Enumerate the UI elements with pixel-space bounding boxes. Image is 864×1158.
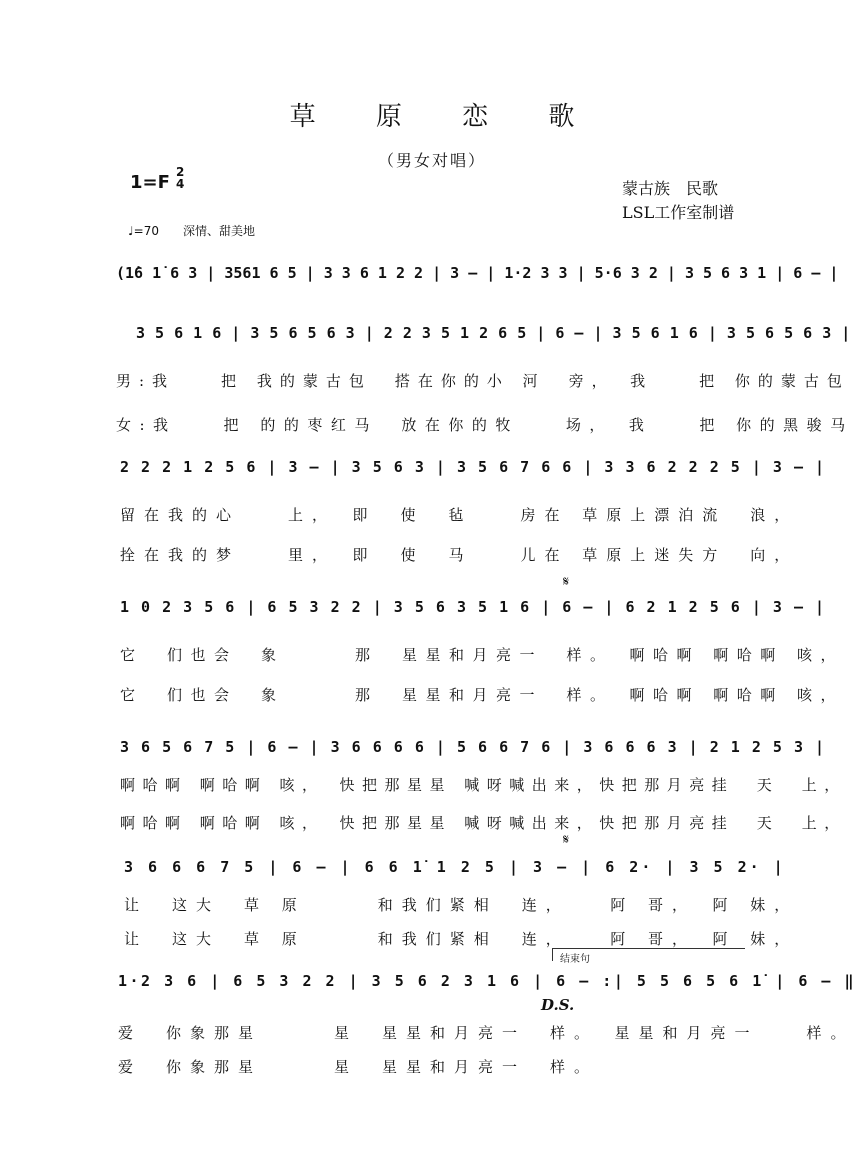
lyric-line-7-female: 爱 你象那星 星 星星和月亮一 样。	[118, 1058, 599, 1076]
notation-line-1: (1̇6 1̇ 6 3 | 3561 6 5 | 3 3 6 1 2 2 | 3 – | 1·2 3 3 | 5·6 3 2 | 3 5 6 3 1 | 6 – |	[116, 264, 839, 282]
lyric-line-2-male: 男:我 把 我的蒙古包 搭在你的小 河 旁， 我 把 你的蒙古包	[116, 372, 850, 390]
segno-sign: 𝄋	[563, 574, 570, 590]
notation-line-6: 3 6 6 6 7 5 | 6 – | 6 6 1̇ 1 2 5 | 3 – | 6 2· | 3 5 2· |	[124, 858, 786, 876]
song-origin: 蒙古族 民歌	[622, 179, 719, 198]
tempo-marking: ♩=70 深情、甜美地	[128, 224, 255, 238]
song-subtitle: （男女对唱）	[377, 151, 486, 170]
dal-segno-marking: D.S.	[541, 996, 575, 1014]
lyric-line-4-female: 它 们也会 象 那 星星和月亮一 样。 啊哈啊 啊哈啊 咳，	[120, 686, 845, 704]
lyric-line-3-female: 拴在我的梦 里， 即 使 马 儿在 草原上迷失方 向，	[120, 546, 799, 564]
lyric-line-4-male: 它 们也会 象 那 星星和月亮一 样。 啊哈啊 啊哈啊 咳，	[120, 646, 845, 664]
lyric-line-5-male: 啊哈啊 啊哈啊 咳， 快把那星星 喊呀喊出来，快把那月亮挂 天 上，	[120, 776, 847, 794]
lyric-line-7-male: 爱 你象那星 星 星星和月亮一 样。 星星和月亮一 样。	[118, 1024, 855, 1042]
notation-line-4: 1 0 2 3 5 6 | 6 5 3 2 2 | 3 5 6 3 5 1 6 | 6 – | 6 2 1 2 5 6 | 3 – |	[120, 598, 826, 616]
time-signature-bottom: 4	[176, 177, 185, 191]
score-credit: LSL工作室制谱	[622, 203, 735, 222]
notation-line-7: 1·2 3 6 | 6 5 3 2 2 | 3 5 6 2 3 1 6 | 6 – :| 5 5 6 5 6 1̇ | 6 – ‖	[118, 972, 856, 990]
lyric-line-3-male: 留在我的心 上， 即 使 毡 房在 草原上漂泊流 浪，	[120, 506, 799, 524]
notation-line-2: 3 5 6 1 6 | 3 5 6 5 6 3 | 2 2 3 5 1 2 6 5 | 6 – | 3 5 6 1 6 | 3 5 6 5 6 3 |	[136, 324, 851, 342]
segno-sign-2: 𝄋	[563, 832, 570, 848]
lyric-line-5-female: 啊哈啊 啊哈啊 咳， 快把那星星 喊呀喊出来，快把那月亮挂 天 上，	[120, 814, 847, 832]
time-signature-top: 2	[176, 165, 185, 179]
notation-line-3: 2 2 2 1 2 5 6 | 3 – | 3 5 6 3 | 3 5 6 7 6 6 | 3 3 6 2 2 2 5 | 3 – |	[120, 458, 826, 476]
notation-line-5: 3 6 5 6 7 5 | 6 – | 3 6 6 6 6 | 5 6 6 7 6 | 3 6 6 6 3 | 2 1 2 5 3 |	[120, 738, 826, 756]
ending-label: 结束句	[560, 954, 590, 965]
lyric-line-2-female: 女:我 把 的的枣红马 放在你的牧 场， 我 把 你的黑骏马	[116, 416, 854, 434]
song-title: 草 原 恋 歌	[289, 102, 601, 132]
time-signature	[176, 166, 184, 190]
key-signature: 1=F	[130, 172, 170, 193]
lyric-line-6-female: 让 这大 草 原 和我们紧相 连， 阿 哥， 阿 妹，	[124, 930, 799, 948]
lyric-line-6-male: 让 这大 草 原 和我们紧相 连， 阿 哥， 阿 妹，	[124, 896, 799, 914]
